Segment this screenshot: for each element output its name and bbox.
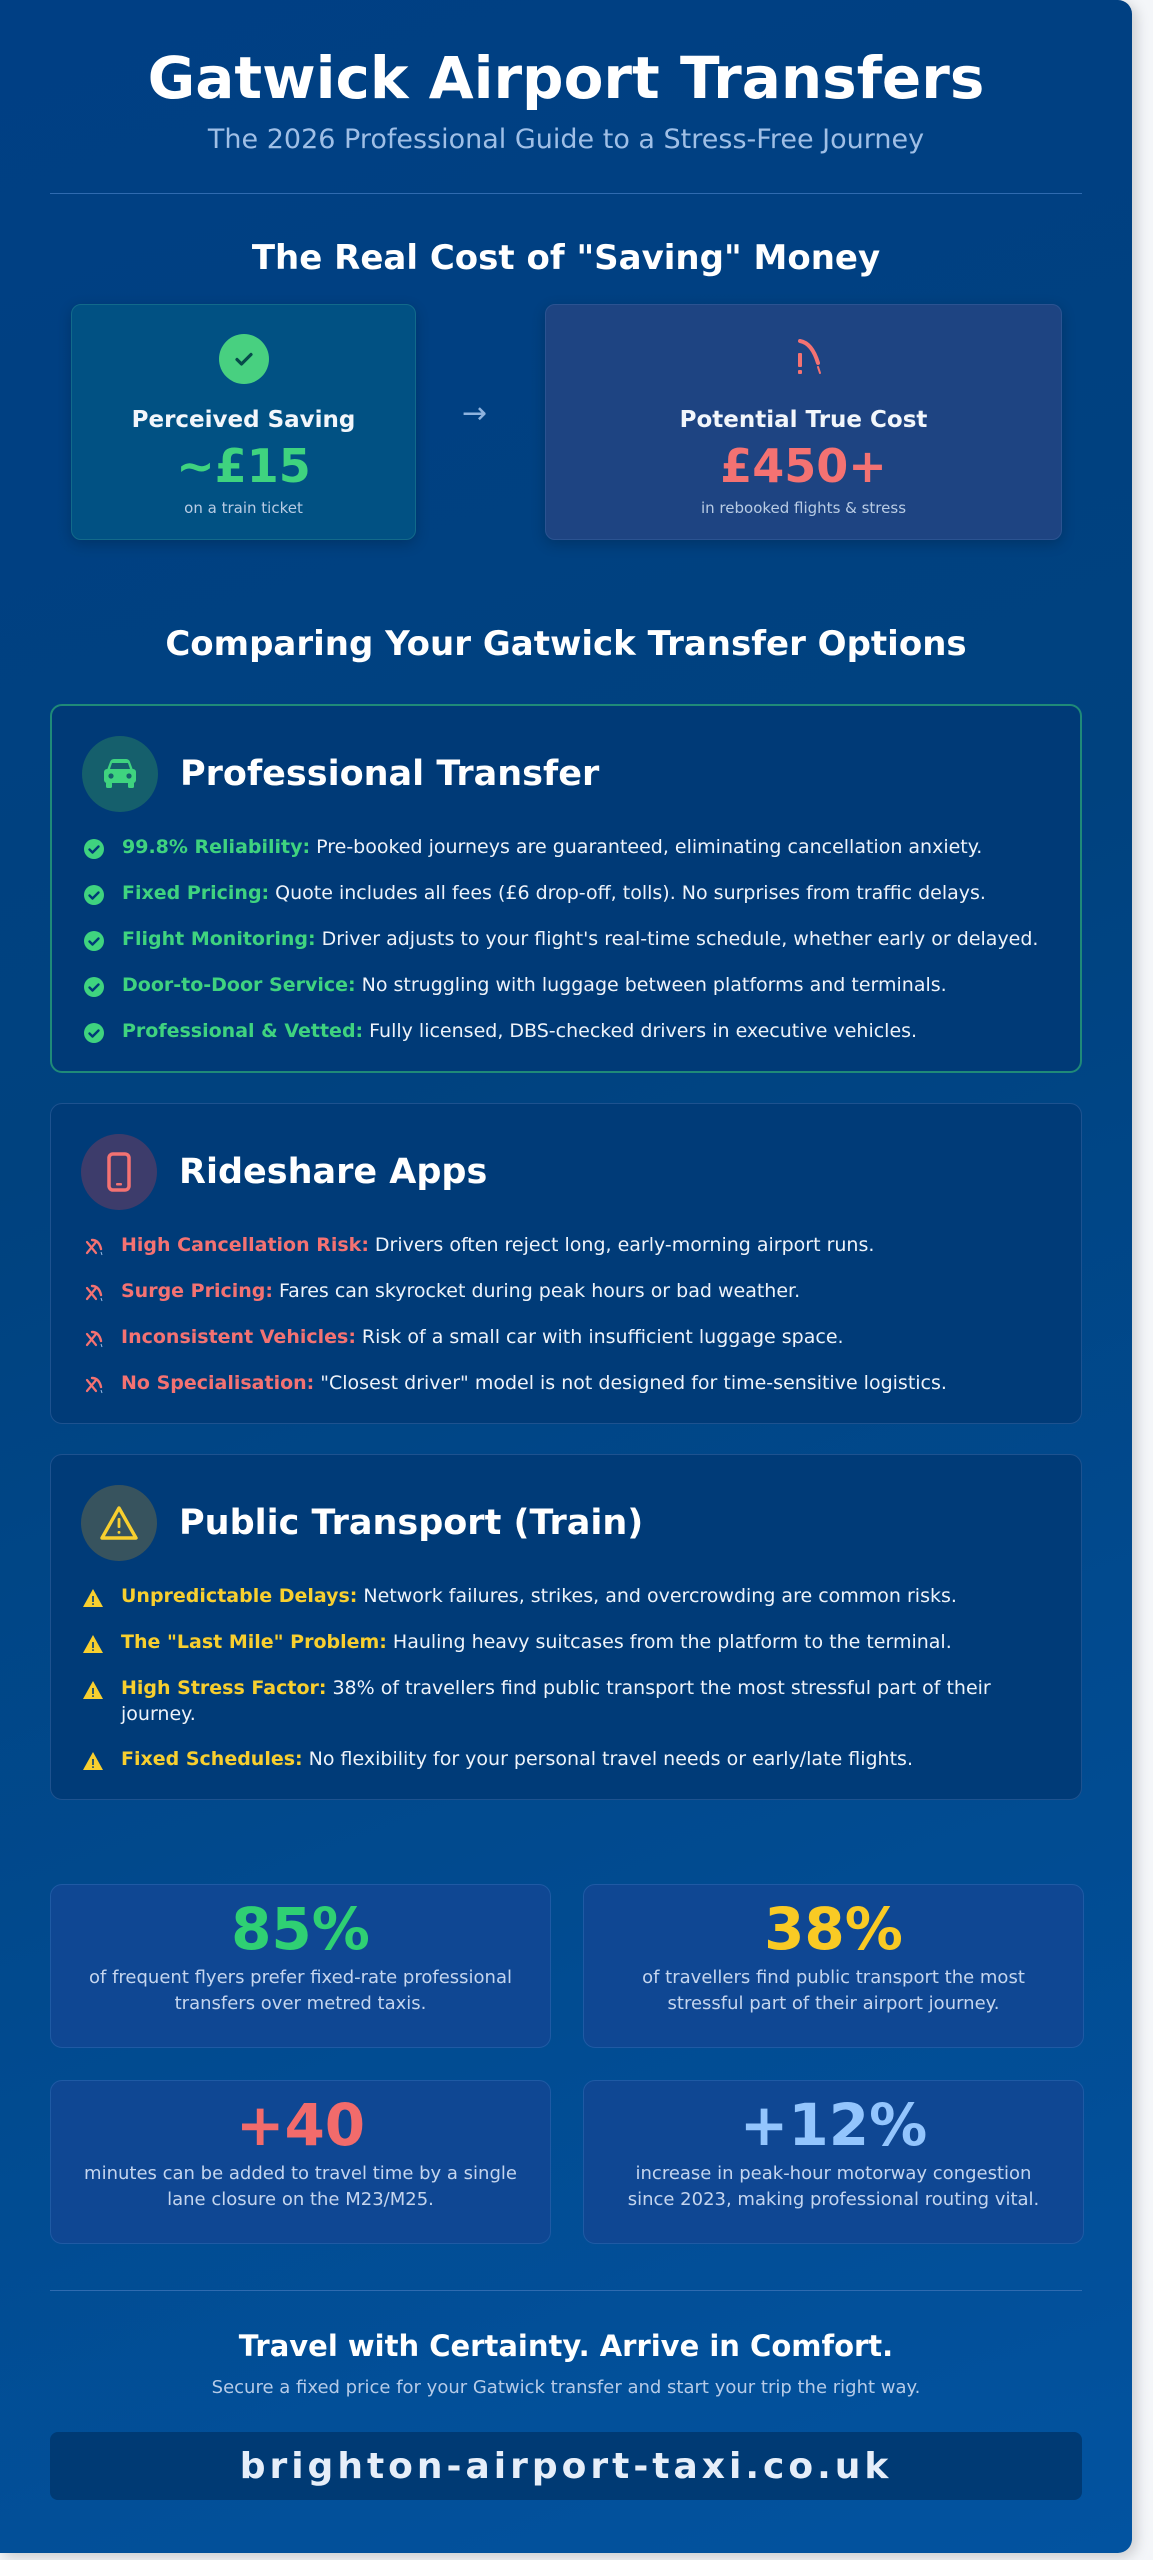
stats-grid — [50, 1884, 1082, 2244]
list-item — [81, 1232, 1051, 1259]
page-header — [0, 0, 1132, 155]
x-circle-icon — [81, 1235, 105, 1259]
item-key: Professional & Vetted: — [122, 1020, 364, 1042]
page-subtitle: The 2026 Professional Guide to a Stress-Free Journey — [207, 124, 925, 155]
list-item — [81, 1324, 1051, 1351]
check-circle-icon — [82, 883, 106, 907]
item-key: High Stress Factor: — [121, 1677, 327, 1699]
item-text: Fully licensed, DBS-checked drivers in executive vehicles. — [369, 1020, 918, 1042]
item-key: Fixed Pricing: — [122, 882, 270, 904]
drawback-list — [81, 1232, 1051, 1397]
option-title: Professional Transfer — [180, 754, 600, 794]
list-item — [82, 834, 1050, 861]
list-item — [81, 1370, 1051, 1397]
item-key: Inconsistent Vehicles: — [121, 1326, 356, 1348]
call-to-action — [0, 2329, 1132, 2398]
option-card-professional-transfer — [50, 704, 1082, 1073]
stat-card — [583, 2080, 1084, 2244]
warning-triangle-icon — [81, 1485, 157, 1561]
cost-section-title: The Real Cost of "Saving" Money — [251, 238, 881, 278]
item-text: "Closest driver" model is not designed for time-sensitive logistics. — [320, 1372, 947, 1394]
stat-description: increase in peak-hour motorway congestion since 2023, making professional routing vital. — [627, 2163, 1040, 2210]
drawback-list — [81, 1583, 1051, 1773]
check-circle-icon — [82, 837, 106, 861]
mobile-phone-icon — [81, 1134, 157, 1210]
stat-value: +12% — [739, 2091, 928, 2159]
check-circle-icon — [82, 929, 106, 953]
stat-value: 85% — [231, 1895, 370, 1963]
list-item — [81, 1278, 1051, 1305]
stat-description: minutes can be added to travel time by a single lane closure on the M23/M25. — [84, 2163, 517, 2210]
item-key: Unpredictable Delays: — [121, 1585, 358, 1607]
warning-icon — [778, 333, 830, 385]
check-circle-icon — [82, 975, 106, 999]
comparison-section-title: Comparing Your Gatwick Transfer Options — [165, 624, 967, 664]
item-text: Fares can skyrocket during peak hours or bad weather. — [279, 1280, 801, 1302]
perceived-saving-value: ~£15 — [176, 439, 311, 493]
perceived-saving-label: Perceived Saving — [131, 407, 356, 433]
warning-triangle-icon — [81, 1749, 105, 1773]
stat-description: of travellers find public transport the most stressful part of their airport journey. — [642, 1967, 1025, 2014]
check-circle-icon — [218, 333, 270, 385]
item-text: Network failures, strikes, and overcrowding are common risks. — [363, 1585, 957, 1607]
divider — [50, 2290, 1082, 2291]
list-item — [82, 926, 1050, 953]
item-text: Hauling heavy suitcases from the platform to the terminal. — [392, 1631, 952, 1653]
true-cost-label: Potential True Cost — [679, 407, 928, 433]
item-key: Fixed Schedules: — [121, 1748, 303, 1770]
true-cost-card — [545, 304, 1062, 540]
item-text: Driver adjusts to your flight's real-time schedule, whether early or delayed. — [321, 928, 1039, 950]
true-cost-note: in rebooked flights & stress — [700, 499, 907, 517]
item-key: Door-to-Door Service: — [122, 974, 356, 996]
x-circle-icon — [81, 1281, 105, 1305]
warning-triangle-icon — [81, 1586, 105, 1610]
item-text: No struggling with luggage between platforms and terminals. — [361, 974, 947, 996]
true-cost-value: £450+ — [720, 439, 887, 493]
warning-triangle-icon — [81, 1678, 105, 1702]
list-item — [81, 1629, 1051, 1656]
item-text: 38% of travellers find public transport the most stressful part of their journey. — [121, 1677, 991, 1725]
item-text: Quote includes all fees (£6 drop-off, tolls). No surprises from traffic delays. — [275, 882, 986, 904]
list-item — [82, 880, 1050, 907]
website-url-link[interactable]: brighton-airport-taxi.co.uk — [50, 2432, 1082, 2500]
item-key: The "Last Mile" Problem: — [121, 1631, 387, 1653]
option-card-rideshare-apps — [50, 1103, 1082, 1424]
item-key: Surge Pricing: — [121, 1280, 273, 1302]
stat-description: of frequent flyers prefer fixed-rate professional transfers over metred taxis. — [89, 1967, 512, 2014]
item-text: No flexibility for your personal travel needs or early/late flights. — [308, 1748, 913, 1770]
list-item — [81, 1583, 1051, 1610]
perceived-saving-note: on a train ticket — [184, 499, 303, 517]
divider — [50, 193, 1082, 194]
item-key: High Cancellation Risk: — [121, 1234, 369, 1256]
x-circle-icon — [81, 1327, 105, 1351]
list-item — [82, 972, 1050, 999]
stat-value: 38% — [764, 1895, 903, 1963]
option-title: Public Transport (Train) — [179, 1503, 644, 1543]
x-circle-icon — [81, 1373, 105, 1397]
option-card-public-transport — [50, 1454, 1082, 1800]
list-item — [82, 1018, 1050, 1045]
perceived-saving-card — [71, 304, 416, 540]
item-text: Drivers often reject long, early-morning airport runs. — [374, 1234, 875, 1256]
item-text: Pre-booked journeys are guaranteed, eliminating cancellation anxiety. — [316, 836, 983, 858]
item-key: Flight Monitoring: — [122, 928, 316, 950]
option-title: Rideshare Apps — [179, 1152, 488, 1192]
item-key: 99.8% Reliability: — [122, 836, 311, 858]
cta-subtitle: Secure a fixed price for your Gatwick transfer and start your trip the right way. — [211, 2377, 921, 2398]
cta-title: Travel with Certainty. Arrive in Comfort. — [238, 2329, 894, 2363]
item-key: No Specialisation: — [121, 1372, 315, 1394]
stat-card — [583, 1884, 1084, 2048]
list-item — [81, 1675, 1051, 1727]
list-item — [81, 1746, 1051, 1773]
page-title: Gatwick Airport Transfers — [147, 44, 985, 112]
benefit-list — [82, 834, 1050, 1045]
car-icon — [82, 736, 158, 812]
stat-card — [50, 1884, 551, 2048]
item-text: Risk of a small car with insufficient luggage space. — [361, 1326, 844, 1348]
stat-card — [50, 2080, 551, 2244]
check-circle-icon — [82, 1021, 106, 1045]
warning-triangle-icon — [81, 1632, 105, 1656]
cost-comparison — [0, 304, 1132, 544]
stat-value: +40 — [235, 2091, 366, 2159]
arrow-right-icon: → — [462, 396, 488, 431]
